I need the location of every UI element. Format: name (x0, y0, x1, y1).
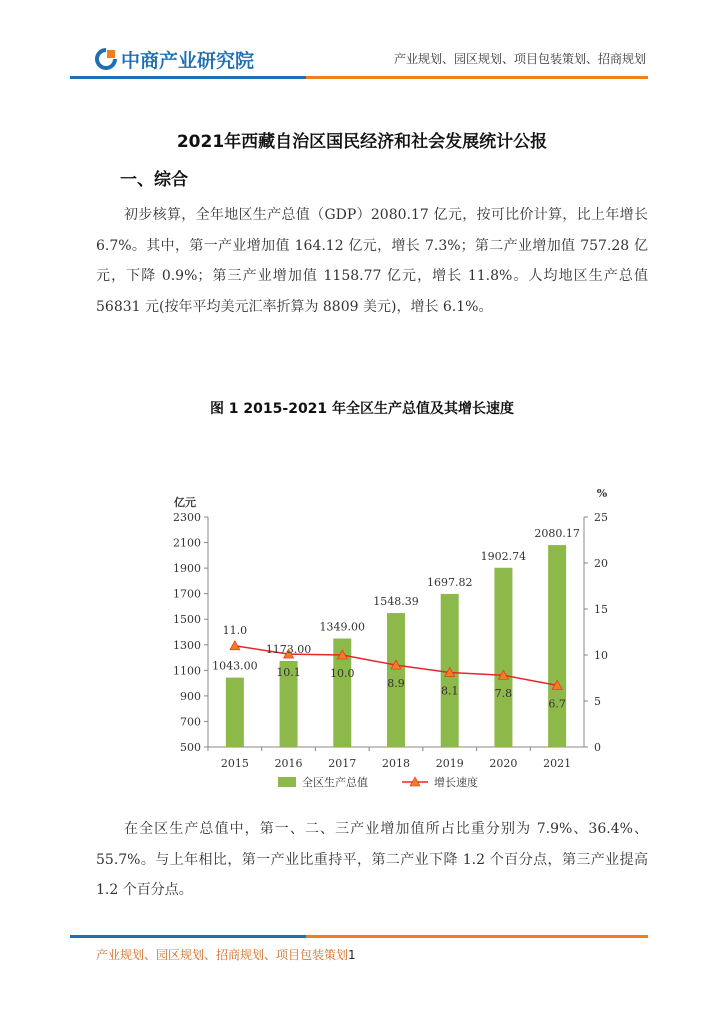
logo-icon (95, 48, 117, 70)
bar (494, 568, 512, 747)
y-left-tick-label: 2300 (173, 511, 201, 524)
y-left-tick-label: 2100 (173, 536, 201, 550)
logo-text: 中商产业研究院 (121, 49, 255, 72)
y-left-unit: 亿元 (174, 496, 196, 509)
paragraph-summary-text: 初步核算，全年地区生产总值（GDP）2080.17 亿元，按可比价计算，比上年增长 6.7%。其中，第一产业增加值 164.12 亿元，增长 7.3%；第二产业增加值 757.28 亿元，下降 0.9%；第三产业增加值 1158.77 亿元，增长 11.8%。人均地区生产总值 56831 元(按年平均美元汇率折算为 8809 美元)，增长 6.1%。 (96, 207, 648, 315)
y-left-tick-label: 1500 (173, 613, 201, 627)
logo (95, 44, 254, 74)
bar-value-label: 2080.17 (534, 527, 580, 541)
x-tick-label: 2021 (543, 757, 572, 770)
growth-value-label: 8.9 (387, 677, 405, 691)
gdp-chart (150, 480, 620, 800)
paragraph-structure-text: 在全区生产总值中，第一、二、三产业增加值所占比重分别为 7.9%、36.4%、55.7%。与上年相比，第一产业比重持平，第二产业下降 1.2 个百分点，第三产业提高 1.2 个百分点。 (96, 821, 648, 898)
document-title: 2021年西藏自治区国民经济和社会发展统计公报 (176, 132, 548, 152)
growth-value-label: 8.1 (440, 684, 459, 698)
legend-label-growth: 增长速度 (434, 776, 478, 789)
y-left-tick-label: 1100 (173, 664, 201, 678)
x-tick-label: 2020 (489, 757, 518, 770)
header-divider-orange (306, 76, 648, 79)
y-right-tick-label: 0 (594, 741, 601, 754)
legend-label-gdp: 全区生产总值 (302, 776, 368, 789)
y-left-tick-label: 1700 (173, 587, 201, 601)
y-right-unit: % (596, 487, 608, 500)
x-tick-label: 2018 (382, 757, 410, 770)
page-number: 1 (348, 948, 356, 962)
y-right-tick-label: 20 (594, 557, 608, 570)
page-header (0, 0, 724, 80)
x-tick-label: 2017 (328, 757, 357, 770)
paragraph-summary (96, 200, 648, 322)
footer-divider-orange (306, 935, 648, 938)
y-left-tick-label: 700 (180, 715, 201, 729)
bar (226, 678, 244, 747)
growth-value-label: 7.8 (494, 687, 513, 701)
x-tick-label: 2015 (220, 757, 249, 770)
bar-value-label: 1548.39 (373, 595, 419, 609)
y-right-tick-label: 5 (594, 695, 601, 708)
growth-value-label: 6.7 (548, 697, 566, 711)
growth-value-label: 11.0 (222, 623, 248, 637)
bar (548, 545, 566, 747)
paragraph-structure (96, 814, 648, 906)
growth-value-label: 10.1 (276, 666, 301, 680)
bar-value-label: 1173.00 (265, 643, 312, 657)
bar-value-label: 1902.74 (480, 549, 527, 563)
figure-title: 图 1 2015-2021 年全区生产总值及其增长速度 (209, 401, 515, 417)
y-right-tick-label: 15 (594, 603, 608, 616)
legend-swatch-gdp (278, 777, 296, 787)
bar-value-label: 1043.00 (212, 659, 258, 673)
footer-tagline: 产业规划、园区规划、招商规划、项目包装策划 (96, 948, 349, 962)
bar-value-label: 1697.82 (426, 575, 473, 589)
header-tagline: 产业规划、园区规划、项目包装策划、招商规划 (393, 52, 646, 66)
growth-value-label: 10.0 (330, 667, 355, 680)
x-tick-label: 2016 (274, 757, 303, 770)
y-left-tick-label: 500 (180, 741, 201, 754)
header-divider-blue (70, 76, 306, 79)
y-right-tick-label: 25 (594, 511, 608, 524)
section-title: 一、综合 (120, 170, 188, 190)
footer-divider-blue (70, 935, 306, 938)
y-left-tick-label: 900 (180, 689, 201, 703)
y-left-tick-label: 1900 (173, 562, 201, 576)
bar-value-label: 1349.00 (319, 620, 366, 634)
x-tick-label: 2019 (435, 757, 464, 770)
growth-point (230, 641, 240, 650)
footer (96, 946, 356, 963)
y-right-tick-label: 10 (594, 649, 608, 662)
y-left-tick-label: 1300 (173, 638, 201, 652)
